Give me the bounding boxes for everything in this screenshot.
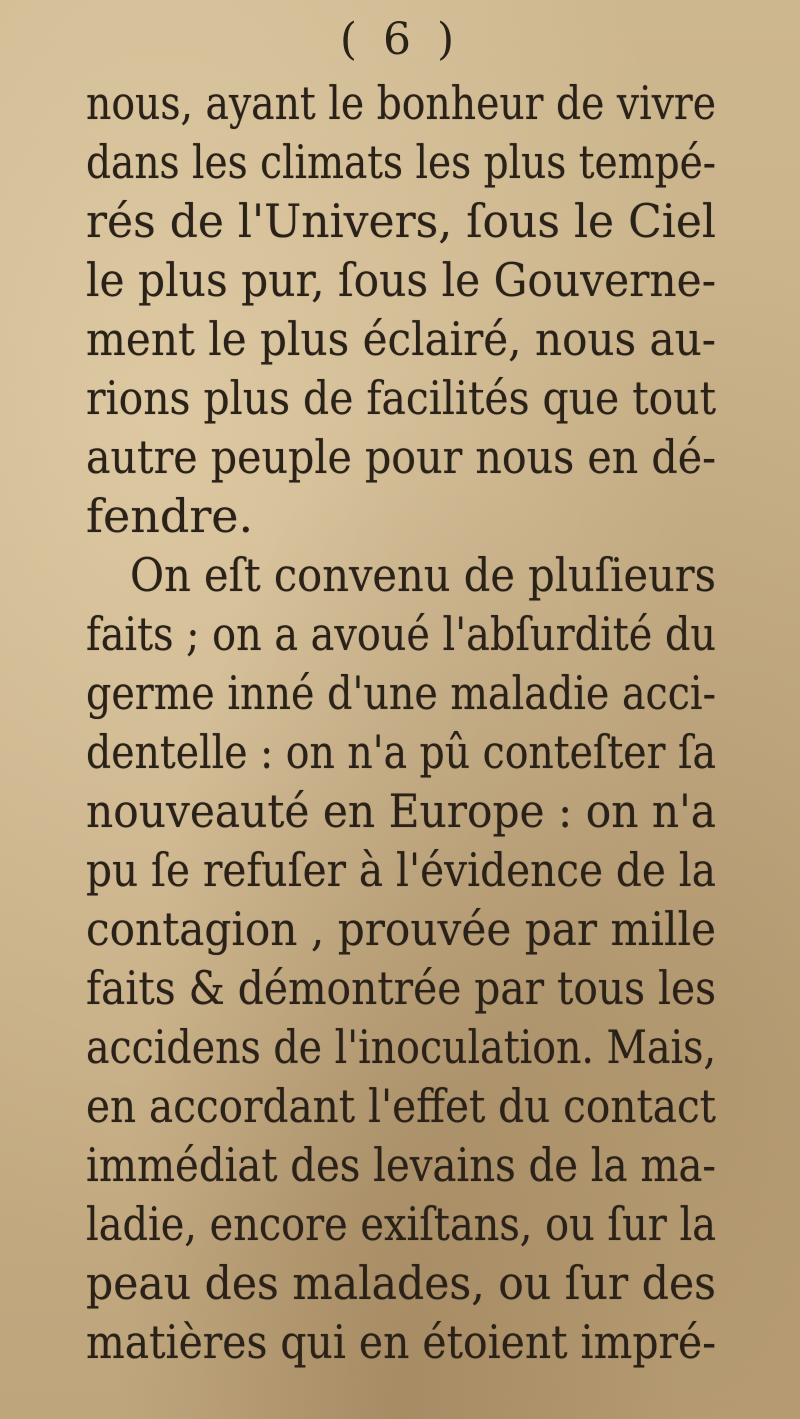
text-line: dentelle : on n'a pû conteſter ſa (86, 725, 716, 779)
page-number: ( 6 ) (339, 14, 461, 65)
text-line: ladie, encore exiſtans, ou ſur la (86, 1197, 716, 1251)
text-line: autre peuple pour nous en dé- (86, 430, 716, 484)
text-line: accidens de l'inoculation. Mais, (86, 1020, 716, 1074)
text-line: pu ſe refuſer à l'évidence de la (86, 843, 716, 897)
text-line: rés de l'Univers, ſous le Ciel (86, 194, 716, 248)
text-line: le plus pur, ſous le Gouverne- (86, 253, 716, 307)
text-line: nouveauté en Europe : on n'a (86, 784, 716, 838)
text-line: faits ; on a avoué l'abſurdité du (86, 607, 716, 661)
text-line: nous, ayant le bonheur de vivre (86, 76, 716, 130)
text-line: contagion , prouvée par mille (86, 902, 716, 956)
text-line: matières qui en étoient impré- (86, 1315, 716, 1369)
text-line: immédiat des levains de la ma- (86, 1138, 716, 1192)
text-line: fendre. (86, 489, 254, 543)
text-line: germe inné d'une maladie acci- (86, 666, 716, 720)
text-line: peau des malades, ou ſur des (86, 1256, 716, 1310)
text-line: rions plus de facilités que tout (86, 371, 716, 425)
text-line: ment le plus éclairé, nous au- (86, 312, 716, 366)
text-line: faits & démontrée par tous les (86, 961, 716, 1015)
text-line: en accordant l'effet du contact (86, 1079, 716, 1133)
text-line: dans les climats les plus tempé- (86, 135, 716, 189)
text-line: On eſt convenu de pluſieurs (130, 548, 716, 602)
